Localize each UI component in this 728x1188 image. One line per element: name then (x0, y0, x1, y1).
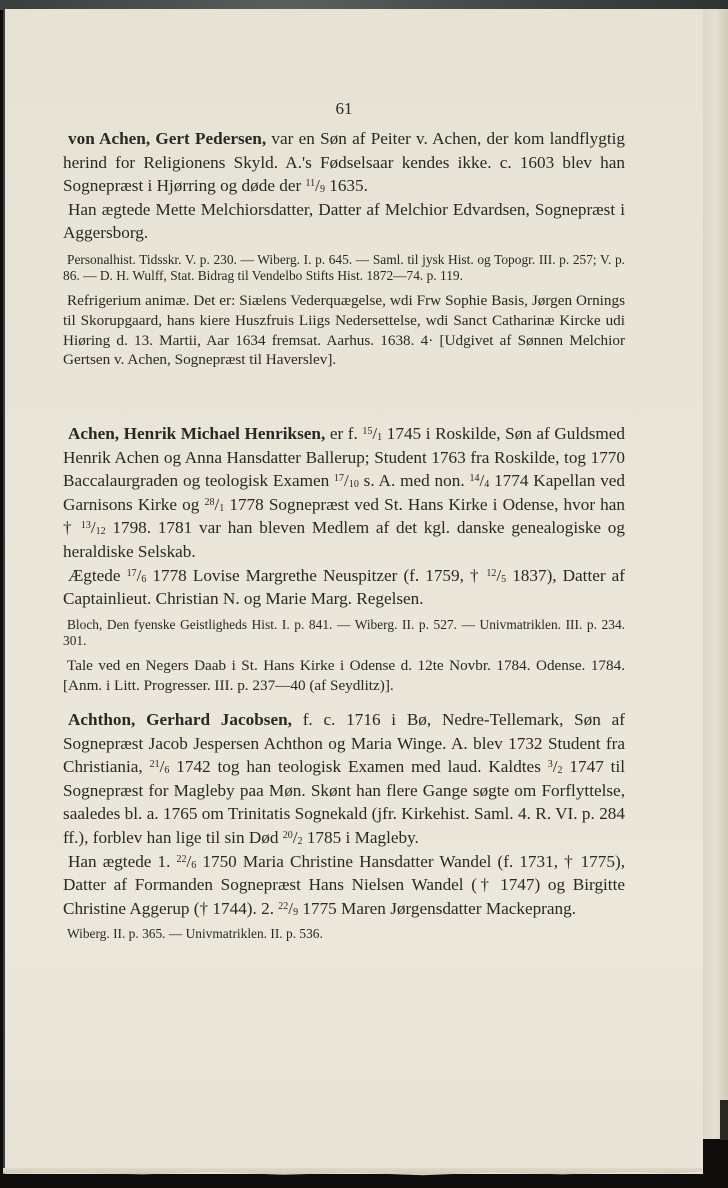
date-day: 17 (126, 567, 137, 579)
page-number: 61 (335, 99, 353, 118)
entry-von-achen-gert (63, 127, 625, 370)
date-month: 6 (191, 859, 197, 871)
date-day: 13 (80, 520, 91, 532)
underlying-page-edge (700, 9, 728, 1139)
date-day: 21 (149, 759, 160, 771)
date-month: 2 (297, 835, 303, 847)
date-day: 20 (282, 829, 293, 841)
entry-bio: von Achen, Gert Pedersen, var en Søn af Peiter v. Achen, der kom landflygtig herind for Religionens Skyld. A.'s Fødselsaar kendes ikke. c. 1603 blev han Sognepræst i Hjørring og døde der $^{11}/_9$ 1635. (63, 129, 625, 196)
entry-heading: Achen, Henrik Michael Henriksen, (68, 424, 326, 443)
date-day: 3 (547, 759, 553, 771)
underlying-page-shadow (720, 1100, 728, 1140)
date-day: 12 (486, 567, 497, 579)
date-month: 4 (484, 479, 490, 491)
entry-sources: Bloch, Den fyenske Geistligheds Hist. I. p. 841. — Wiberg. II. p. 527. — Univmatriklen. III. p. 234. 301. (63, 616, 625, 649)
date-day: 15 (362, 426, 373, 437)
date-day: 17 (334, 473, 345, 485)
date-month: 12 (95, 526, 106, 538)
entry-works: Refrigerium animæ. Det er: Siælens Vederquægelse, wdi Frw Sophie Basis, Jørgen Ornings til Skorupgaard, hans kiere Huszfruis Liigs Nedersettelse, wdi Sanct Catharinæ Kircke udi Hiøring d. 13. Martii, Aar 1634 fremsat. Aarhus. 1638. 4· [Udgivet af Sønnen Melchior Gertsen v. Achen, Sognepræst til Haverslev]. (63, 291, 625, 369)
entry-bio (63, 422, 625, 564)
entry-works: Tale ved en Negers Daab i St. Hans Kirke i Odense d. 12te Novbr. 1784. Odense. 1784. [Anm. i Litt. Progresser. III. p. 237—40 (af Seydlitz)]. (63, 656, 625, 694)
date-month: 2 (557, 765, 563, 777)
entry-heading: von Achen, Gert Pedersen, (68, 129, 267, 148)
date-day: 14 (469, 473, 480, 485)
date-month: 1 (219, 502, 225, 514)
entry-heading: Achthon, Gerhard Jacobsen, (68, 710, 292, 729)
date-day: 28 (204, 496, 215, 508)
entry-marriage (63, 850, 625, 921)
segmented-text: er f. $^{15}/_1$ 1745 i Roskilde, Søn af Guldsmed Henrik Achen og Anna Hansdatter Ballerup; Student 1763 fra Roskilde, tog 1770 Baccalaurgraden og teologisk Examen $^{17}/_{10}$ s. A. med non. $^{14}/_4$ 1774 Kapellan ved Garnisons Kirke og $^{28}/_1$ 1778 Sognepræst ved St. Hans Kirke i Odense, hvor han † $^{13}/_{12}$ 1798. 1781 var han bleven Medlem af det kgl. danske genealogiske og heraldiske Selskab. (63, 424, 626, 561)
page-bottom-edge (3, 1168, 703, 1176)
book-page (3, 9, 703, 1174)
date-day: 22 (278, 900, 289, 912)
date-month: 5 (501, 573, 507, 585)
date-month: 9 (293, 906, 299, 918)
entry-marriage (63, 564, 625, 611)
segmented-text: f. c. 1716 i Bø, Nedre-Tellemark, Søn af Sognepræst Jacob Jespersen Achthon og Maria Winge. A. blev 1732 Student fra Christiania, $^{21}/_6$ 1742 tog han teologisk Examen med laud. Kaldtes $^3/_2$ 1747 til Sognepræst for Magleby paa Møn. Skønt han flere Gange søgte om Forflyttelse, saaledes bl. a. 1765 om Trinitatis Sognekald (jfr. Kirkehist. Saml. 4. R. VI. p. 284 ff.), forblev han lige til sin Død $^{20}/_2$ 1785 i Magleby. (63, 710, 626, 847)
entry-achen-henrik (63, 422, 625, 695)
entry-marriage: Han ægtede Mette Melchiorsdatter, Datter af Melchior Edvardsen, Sognepræst i Aggersborg. (63, 199, 625, 243)
date-month: 10 (348, 479, 359, 491)
entry-bio (63, 708, 625, 850)
date-day: 22 (176, 853, 187, 865)
date-month: 1 (377, 432, 383, 443)
date-month: 6 (164, 765, 170, 777)
date-month: 6 (141, 573, 147, 585)
segmented-text: Ægtede $^{17}/_6$ 1778 Lovise Margrethe Neuspitzer (f. 1759, † $^{12}/_5$ 1837), Datter af Captainlieut. Christian N. og Marie Marg. Regelsen. (63, 565, 625, 609)
entry-sources: Personalhist. Tidsskr. V. p. 230. — Wiberg. I. p. 645. — Saml. til jysk Hist. og Topogr. III. p. 257; V. p. 86. — D. H. Wulff, Stat. Bidrag til Vendelbo Stifts Hist. 1872—74. p. 119. (63, 251, 625, 284)
entry-sources: Wiberg. II. p. 365. — Univmatriklen. II. p. 536. (67, 926, 323, 942)
entry-achthon-gerhard (63, 708, 625, 943)
segmented-text: Han ægtede 1. $^{22}/_6$ 1750 Maria Christine Hansdatter Wandel (f. 1731, † 1775), Datter af Formanden Sognepræst Hans Nielsen Wandel († 1747) og Birgitte Christine Aggerup († 1744). 2. $^{22}/_9$ 1775 Maren Jørgensdatter Mackeprang. (63, 851, 625, 918)
